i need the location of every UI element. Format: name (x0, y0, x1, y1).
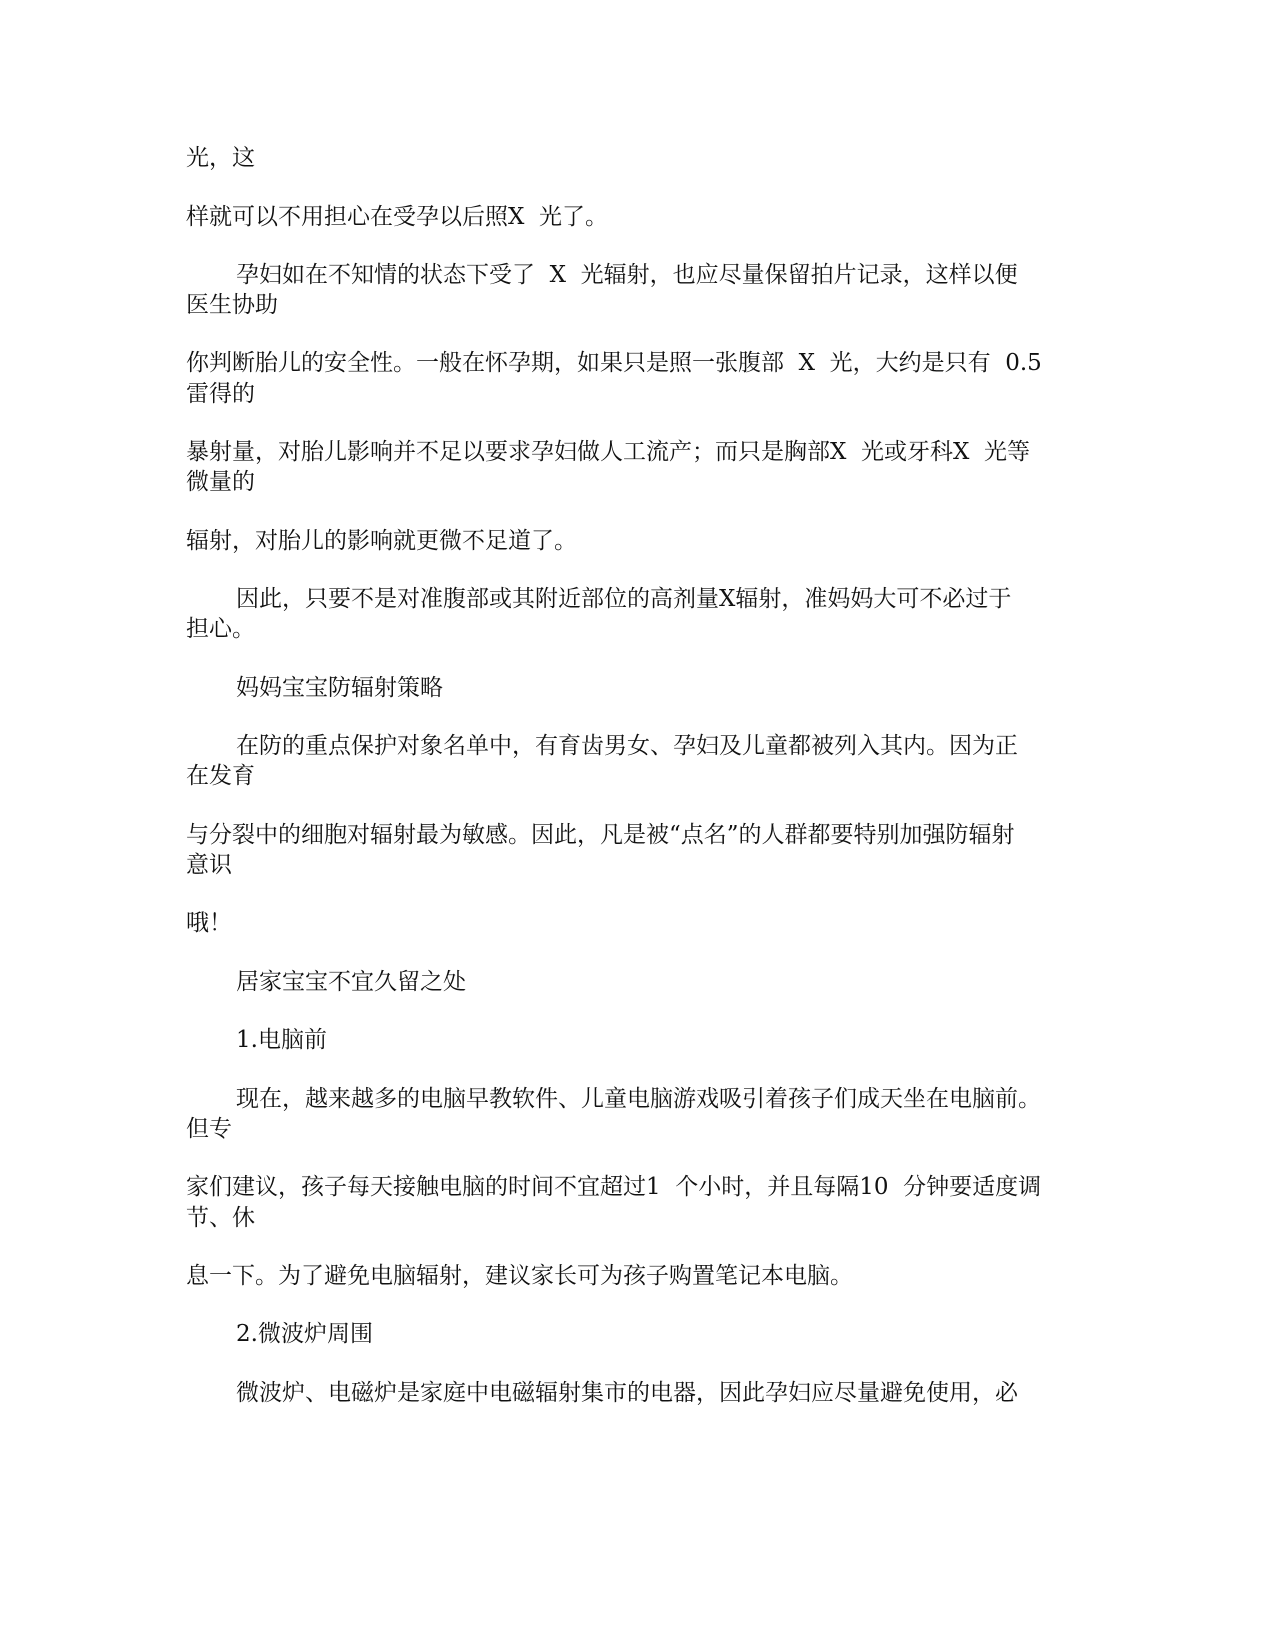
text-line: 哦！ (186, 910, 232, 936)
text-line: 但专 (186, 1116, 232, 1142)
paragraph-line: 在防的重点保护对象名单中，有育齿男女、孕妇及儿童都被列入其内。因为正 (236, 733, 1018, 759)
text-line: 在发育 (186, 763, 255, 789)
text-line: 意识 (186, 852, 232, 878)
text-line: 与分裂中的细胞对辐射最为敏感。因此，凡是被“点名”的人群都要特别加强防辐射 (186, 822, 1015, 848)
paragraph-line: 微波炉、电磁炉是家庭中电磁辐射集市的电器，因此孕妇应尽量避免使用，必 (236, 1380, 1018, 1406)
section-heading: 居家宝宝不宜久留之处 (236, 969, 466, 995)
list-item-heading: 1.电脑前 (236, 1027, 327, 1053)
paragraph-line: 孕妇如在不知情的状态下受了 X 光辐射，也应尽量保留拍片记录，这样以便 (236, 262, 1018, 288)
text-line: 雷得的 (186, 381, 255, 407)
text-line: 样就可以不用担心在受孕以后照X 光了。 (186, 204, 608, 230)
text-line: 微量的 (186, 469, 255, 495)
list-item-heading: 2.微波炉周围 (236, 1321, 373, 1347)
text-line: 医生协助 (186, 292, 278, 318)
section-heading: 妈妈宝宝防辐射策略 (236, 675, 443, 701)
text-line: 你判断胎儿的安全性。一般在怀孕期，如果只是照一张腹部 X 光，大约是只有 0.5 (186, 350, 1042, 376)
paragraph-line: 现在，越来越多的电脑早教软件、儿童电脑游戏吸引着孩子们成天坐在电脑前。 (236, 1086, 1041, 1112)
text-line: 家们建议，孩子每天接触电脑的时间不宜超过1 个小时，并且每隔10 分钟要适度调 (186, 1174, 1042, 1200)
text-line: 担心。 (186, 616, 255, 642)
text-line: 光，这 (186, 145, 255, 171)
text-line: 暴射量，对胎儿影响并不足以要求孕妇做人工流产；而只是胸部X 光或牙科X 光等 (186, 439, 1030, 465)
text-line: 节、休 (186, 1205, 255, 1231)
paragraph-line: 因此，只要不是对准腹部或其附近部位的高剂量X辐射，准妈妈大可不必过于 (236, 586, 1012, 612)
text-line: 息一下。为了避免电脑辐射，建议家长可为孩子购置笔记本电脑。 (186, 1263, 853, 1289)
text-line: 辐射，对胎儿的影响就更微不足道了。 (186, 528, 577, 554)
